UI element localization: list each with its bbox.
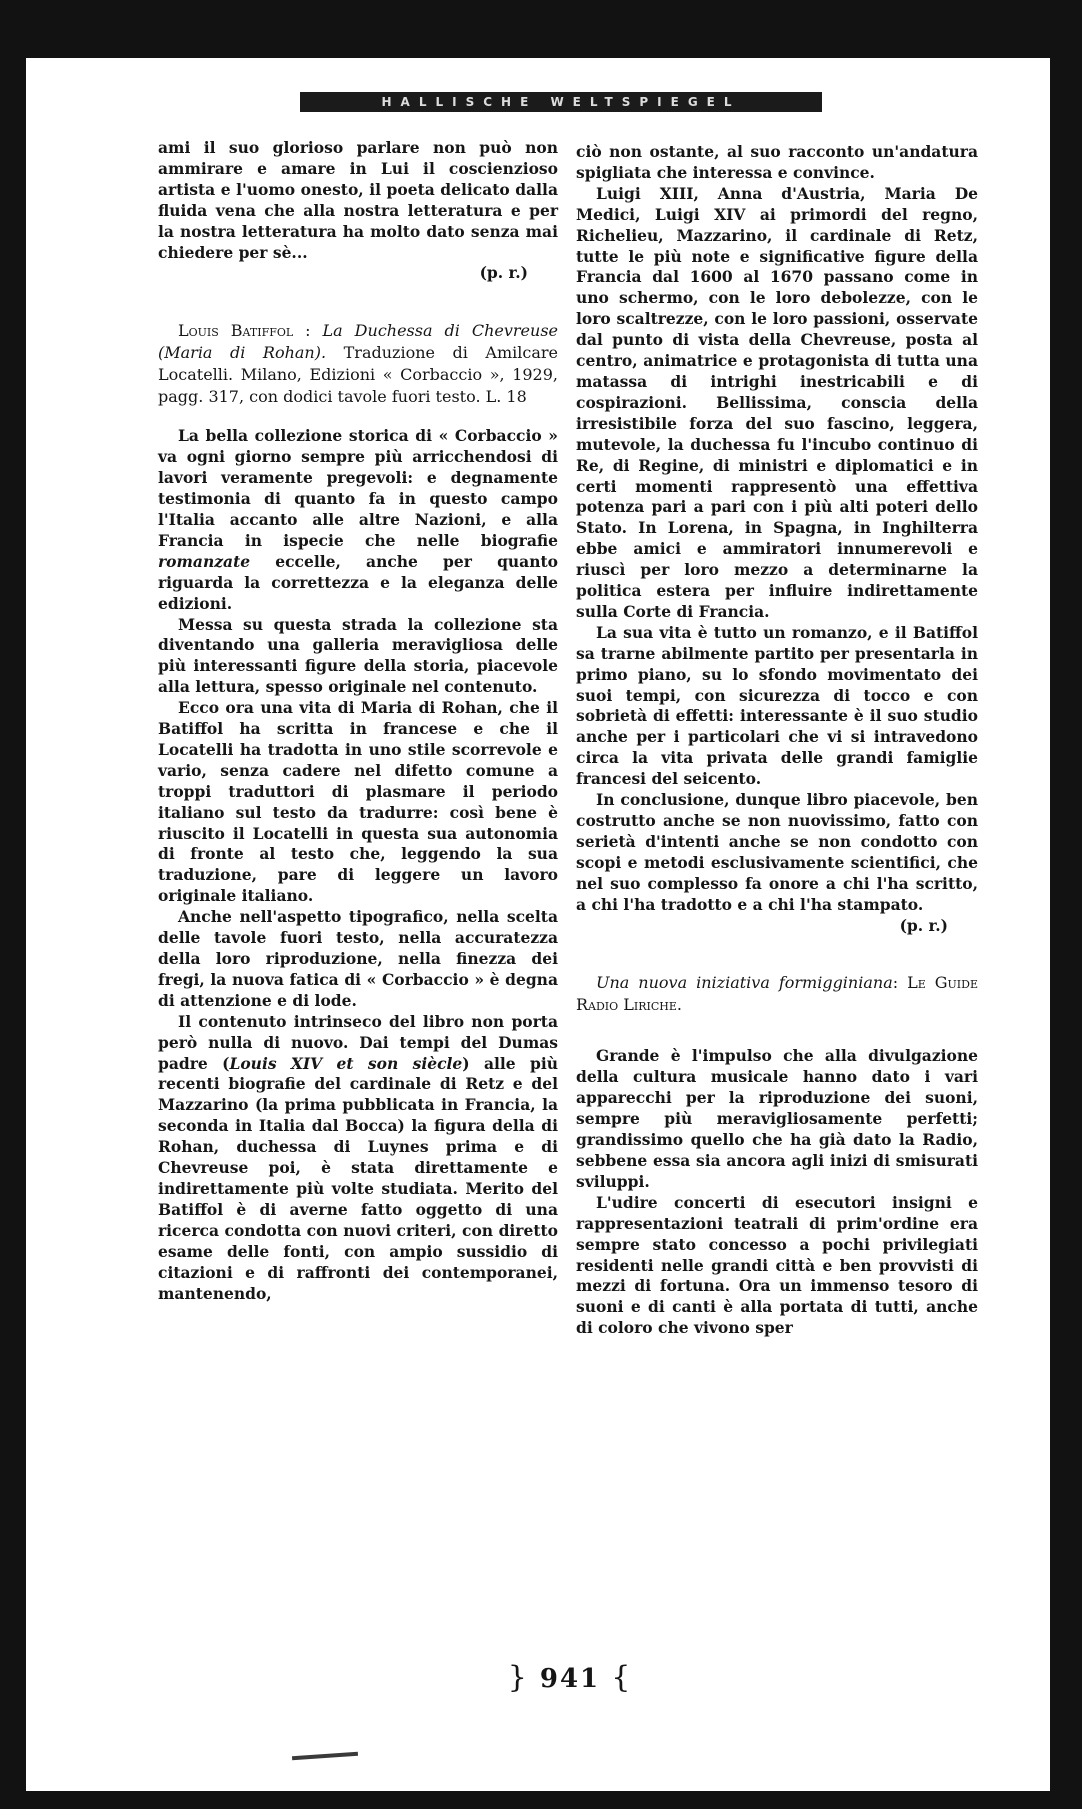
review-details: Traduzione di Amilcare Locatelli. Milano, Edizioni « Corbaccio », 1929, pagg. 317, con dodici tavole fuori testo. L. 18: [158, 343, 559, 407]
section-heading: [576, 972, 978, 1016]
left-ornament: }: [507, 1660, 529, 1695]
scan-border-bottom: [0, 1791, 1082, 1809]
heading-smallcaps: Le Guide Radio Liriche.: [576, 973, 978, 1015]
paragraph: La sua vita è tutto un romanzo, e il Batiffol sa trarne abilmente partito per presentarla in primo piano, su lo sfondo movimentato dei suoi tempi, con sicurezza di tocco e con sobrietà di effetti: interessante è il suo studio anche per i particolari che vi si intravedono circa la vita privata delle grandi famiglie francesi del seicento.: [576, 622, 978, 789]
paragraph: In conclusione, dunque libro piacevole, ben costrutto anche se non nuovissimo, fatto con serietà d'intenti anche se non condotto con scopi e metodi esclusivamente scientifici, che nel suo complesso fa onore a chi l'ha scritto, a chi l'ha tradotto e a chi l'ha stampato.: [576, 790, 978, 914]
paragraph: Messa su questa strada la collezione sta diventando una galleria meravigliosa delle più interessanti figure della storia, piacevole alla lettura, spesso originale nel contenuto.: [158, 614, 558, 697]
text-run: Il contenuto intrinseco del libro non porta però nulla di nuovo. Dai tempi del Dumas padre (: [158, 1011, 558, 1073]
spacer: [576, 936, 978, 972]
text-run: ) alle più recenti biografie del cardinale di Retz e del Mazzarino (la prima pubblicata in Francia, la seconda in Italia dal Bocca) la figura della di Rohan, duchessa di Luynes prima e di Chevreuse poi, è stata direttamente e indirettamente più volte studiata. Merito del Batiffol è di averne fatto oggetto di una ricerca condotta con nuovi criteri, con diretto esame delle fonti, con ampio sussidio di citazioni e di raffronti dei contemporanei, mantenendo,: [158, 1053, 558, 1303]
scan-border-left: [0, 58, 26, 1809]
paragraph: Ecco ora una vita di Maria di Rohan, che il Batiffol ha scritta in francese e che il Locatelli ha tradotta in uno stile scorrevole e vario, senza cadere nel difetto comune a troppi traduttori di plasmare il periodo italiano sul testo da tradurre: così bene è riuscito il Locatelli in questa sua autonomia di fronte al testo che, leggendo la sua traduzione, pare di leggere un lavoro originale italiano.: [158, 698, 558, 906]
running-head: HALLISCHE WELTSPIEGEL: [300, 92, 822, 112]
heading-italic: Una nuova iniziativa formigginiana: [596, 973, 893, 993]
spacer: [158, 284, 558, 320]
paragraph: L'udire concerti di esecutori insigni e rappresentazioni teatrali di prim'ordine era sempre stato concesso a pochi privilegiati residenti nelle grandi città e ben provvisti di mezzi di fortuna. Ora un immenso tesoro di suoni e di canti è alla portata di tutti, anche di coloro che vivono sper: [576, 1192, 978, 1338]
paragraph: Grande è l'impulso che alla divulgazione della cultura musicale hanno dato i vari apparecchi per la riproduzione dei suoni, sempre più meravigliosamente perfetti; grandissimo quello che ha già dato la Radio, sebbene essa sia ancora agli inizi di smisurati sviluppi.: [576, 1046, 978, 1191]
right-ornament: {: [611, 1660, 633, 1695]
paragraph: [158, 1012, 558, 1305]
paragraph: [158, 426, 558, 614]
heading-colon: :: [892, 973, 899, 993]
review-signature: (p. r.): [899, 915, 948, 935]
intro-signature: (p. r.): [479, 263, 528, 283]
scan-border-top-right: [254, 18, 1082, 58]
scan-border-top-left: [0, 0, 254, 58]
spacer: [576, 1016, 978, 1046]
scan-border-right: [1050, 58, 1082, 1809]
review-citation: Louis Batiffol : La Duchessa di Chevreuse (Maria di Rohan). Traduzione di Amilcare Locatelli. Milano, Edizioni « Corbaccio », 1929, pagg. 317, con dodici tavole fuori testo. L. 18: [158, 321, 559, 407]
text-run: La bella collezione storica di « Corbaccio » va ogni giorno sempre più arricchendosi di lavori veramente pregevoli: e degnamente testimonia di quanto fa in questo campo l'Italia accanto alle altre Nazioni, e alla Francia in ispecie che nelle biografie: [158, 426, 558, 550]
paragraph: Anche nell'aspetto tipografico, nella scelta delle tavole fuori testo, nella accuratezza della loro riproduzione, nella finezza dei fregi, la nuova fatica di « Corbaccio » è degna di attenzione e di lode.: [158, 907, 558, 1010]
intro-paragraph: ami il suo glorioso parlare non può non ammirare e amare in Lui il coscienzioso artista e l'uomo onesto, il poeta delicato dalla fluida vena che alla nostra letteratura e per la nostra letteratura ha molto dato senza mai chiedere per sè...: [158, 138, 558, 262]
review-author: Louis Batiffol: [178, 321, 294, 341]
review-title: La Duchessa di Chevreuse (Maria di Rohan).: [158, 321, 559, 363]
page-number: [500, 1660, 640, 1695]
italic-text: romanzate: [158, 551, 251, 571]
page-number-value: 941: [539, 1664, 601, 1694]
spacer: [158, 408, 558, 426]
italic-text: Louis XIV et son siècle: [229, 1053, 463, 1073]
scan-border-top-band: [254, 0, 1082, 18]
paragraph: Luigi XIII, Anna d'Austria, Maria De Medici, Luigi XIV ai primordi del regno, Richelieu, Mazzarino, il cardinale di Retz, tutte le più note e significative figure della Francia dal 1600 al 1670 passano come in uno schermo, con le loro debolezze, con le loro scaltrezze, con le loro passioni, osservate dal punto di vista della Chevreuse, posta al centro, animatrice e protagonista di tutta una matassa di intrighi inestricabili e di cospirazioni. Bellissima, conscia della irresistibile forza del suo fascino, leggera, mutevole, la duchessa fu l'incubo continuo di Re, di Regine, di ministri e diplomatici e in certi momenti rappresentò una effettiva potenza pari a pari con i più alti poteri dello Stato. In Lorena, in Spagna, in Inghilterra ebbe amici e ammiratori innumerevoli e riuscì per loro mezzo a determinarne la politica estera per influire indirettamente sulla Corte di Francia.: [576, 183, 978, 621]
left-column: [158, 138, 558, 1304]
right-column: [576, 142, 978, 1339]
text-run: eccelle, anche per quanto riguarda la correttezza e la eleganza delle edizioni.: [158, 551, 558, 613]
scan-artifact: [292, 1752, 358, 1761]
paragraph: ciò non ostante, al suo racconto un'andatura spigliata che interessa e convince.: [576, 142, 978, 182]
